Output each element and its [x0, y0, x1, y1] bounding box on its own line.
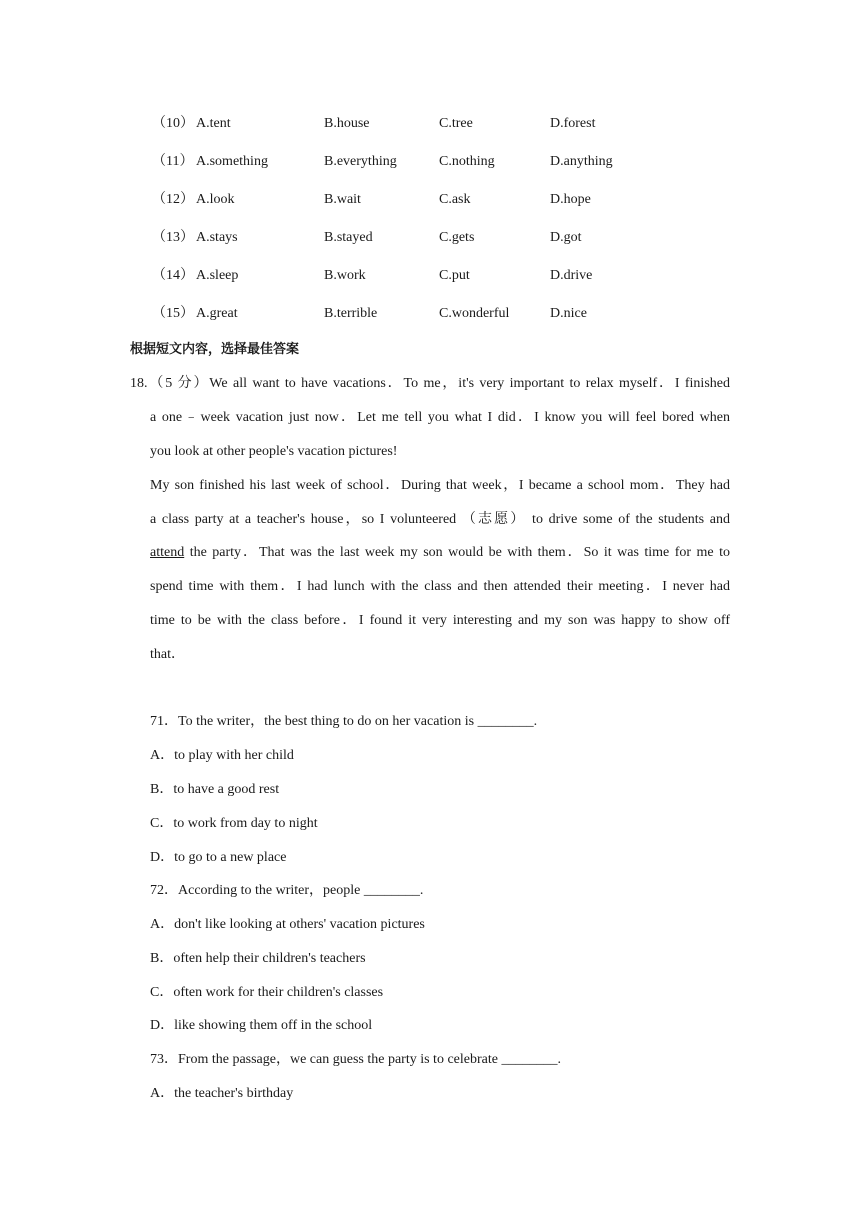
passage-line-9: that．	[150, 647, 185, 662]
passage-line-6-rest: the party．That was the last week my son would be with them．So it was time for me to	[184, 545, 730, 560]
passage-line-1: 18.（5 分）We all want to have vacations．To me，it's very important to relax myself．I finished	[130, 376, 730, 391]
option-number: （15）	[152, 306, 194, 321]
option-c: C.put	[439, 268, 470, 283]
option-a-text: A.tent	[196, 116, 231, 131]
question-71-option-c: C．to work from day to night	[150, 816, 318, 831]
option-d: D.got	[550, 230, 582, 245]
passage-line-7: spend time with them．I had lunch with the class and then attended their meeting．I never had	[150, 579, 730, 594]
question-72: 72．According to the writer，people ________.	[150, 883, 424, 898]
option-c: C.gets	[439, 230, 475, 245]
question-72-option-b: B．often help their children's teachers	[150, 951, 366, 966]
question-71-option-b: B．to have a good rest	[150, 782, 280, 797]
option-d: D.nice	[550, 306, 587, 321]
option-c: C.tree	[439, 116, 473, 131]
passage-line-3: you look at other people's vacation pictures!	[150, 444, 398, 459]
option-b: B.house	[324, 116, 370, 131]
option-c: C.wonderful	[439, 306, 510, 321]
option-b: B.stayed	[324, 230, 373, 245]
question-72-option-a: A．don't like looking at others' vacation pictures	[150, 917, 425, 932]
option-b: B.everything	[324, 154, 397, 169]
question-73-option-a: A．the teacher's birthday	[150, 1086, 294, 1101]
passage-line-2: a one﹣week vacation just now．Let me tell you what I did．I know you will feel bored when	[150, 410, 730, 425]
option-b: B.work	[324, 268, 366, 283]
passage-line-8: time to be with the class before．I found it very interesting and my son was happy to show off	[150, 613, 730, 628]
passage-line-4: My son finished his last week of school．During that week，I became a school mom．They had	[150, 478, 730, 493]
question-71-option-d: D．to go to a new place	[150, 850, 287, 865]
option-b: B.terrible	[324, 306, 378, 321]
option-a: （10）	[152, 116, 194, 131]
underlined-word: attend	[150, 545, 185, 560]
option-a-text: A.great	[196, 306, 238, 321]
option-a-text: A.stays	[196, 230, 238, 245]
option-b: B.wait	[324, 192, 361, 207]
option-c: C.ask	[439, 192, 471, 207]
option-d: D.hope	[550, 192, 591, 207]
question-73: 73．From the passage，we can guess the party is to celebrate ________.	[150, 1052, 561, 1067]
question-72-option-c: C．often work for their children's classes	[150, 985, 384, 1000]
passage-line-5: a class party at a teacher's house，so I volunteered （志愿） to drive some of the students and	[150, 512, 730, 527]
option-a-text: A.something	[196, 154, 268, 169]
question-71-option-a: A．to play with her child	[150, 748, 294, 763]
option-number: （12）	[152, 192, 194, 207]
section-heading: 根据短文内容，选择最佳答案	[130, 342, 300, 357]
option-d: D.drive	[550, 268, 593, 283]
option-d: D.forest	[550, 116, 596, 131]
question-72-option-d: D．like showing them off in the school	[150, 1018, 373, 1033]
option-number: （13）	[152, 230, 194, 245]
option-a-text: A.look	[196, 192, 235, 207]
option-d: D.anything	[550, 154, 613, 169]
option-number: （11）	[152, 154, 194, 169]
option-a-text: A.sleep	[196, 268, 239, 283]
option-c: C.nothing	[439, 154, 495, 169]
passage-line-6	[150, 543, 730, 563]
option-number: （14）	[152, 268, 194, 283]
question-71: 71．To the writer，the best thing to do on her vacation is ________.	[150, 714, 538, 729]
